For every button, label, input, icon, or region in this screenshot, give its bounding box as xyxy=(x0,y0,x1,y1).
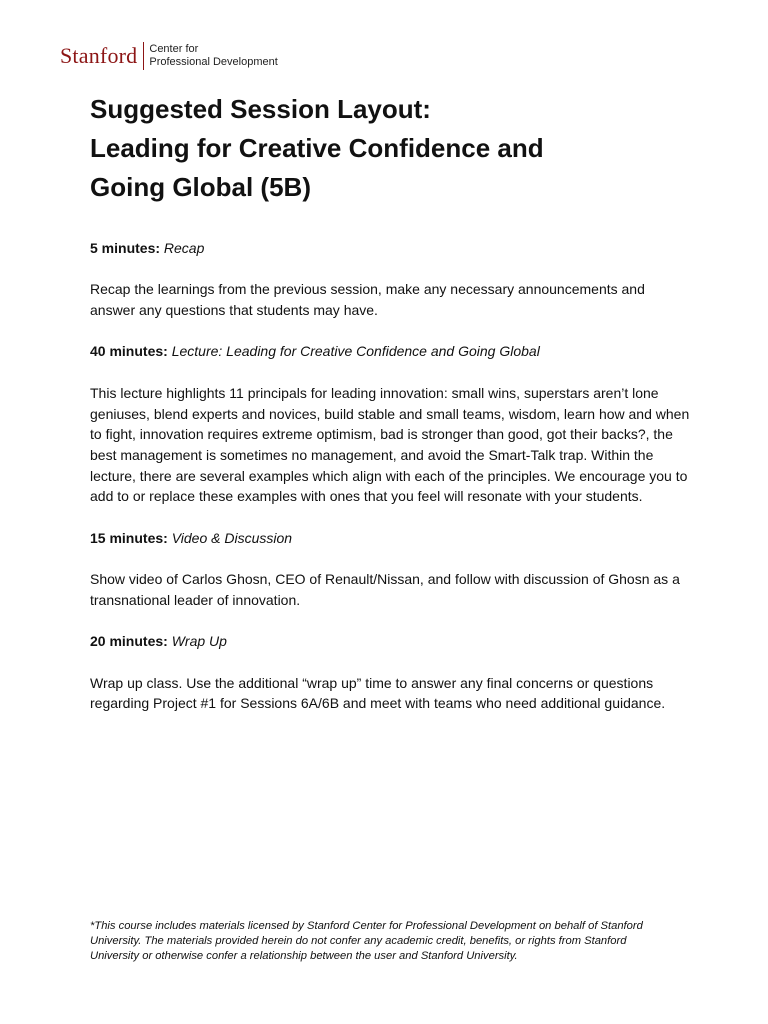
segment-time: 40 minutes: xyxy=(90,343,168,360)
title-line-3: Going Global (5B) xyxy=(90,172,311,202)
segment-time: 20 minutes: xyxy=(90,633,168,650)
stanford-cpd-logo xyxy=(60,40,278,72)
title-line-2: Leading for Creative Confidence and xyxy=(90,133,544,163)
segment-body-recap: Recap the learnings from the previous session, make any necessary announcements and answer any questions that students may have. xyxy=(90,281,645,319)
logo-subtitle xyxy=(149,43,277,69)
segment-topic: Video & Discussion xyxy=(171,529,293,546)
document-title xyxy=(90,90,730,207)
logo-wordmark: Stanford xyxy=(60,43,138,68)
session-segments xyxy=(90,238,690,735)
segment-heading-video xyxy=(90,528,690,549)
segment-heading-recap xyxy=(90,238,690,259)
segment-time: 5 minutes: xyxy=(90,240,161,256)
title-line-1: Suggested Session Layout: xyxy=(90,94,431,124)
segment-heading-lecture xyxy=(90,341,690,362)
logo-subtitle-line-2: Professional Development xyxy=(149,56,278,68)
segment-heading-wrap-up xyxy=(90,631,690,652)
segment-body-wrap-up: Wrap up class. Use the additional “wrap up” time to answer any final concerns or questions regarding Project #1 for Sessions 6A/6B and meet with teams who need additional guidance. xyxy=(90,674,666,712)
segment-body-lecture: This lecture highlights 11 principals for leading innovation: small wins, superstars aren’t lone geniuses, blend experts and novices, build stable and small teams, wisdom, learn how and when to fight, innovation requires extreme optimism, bad is stronger than good, got their backs?, the best management is sometimes no management, and avoid the Smart-Talk trap. Within the lecture, there are several examples which align with each of the principles. We encourage you to add to or replace these examples with ones that you feel will resonate with your students. xyxy=(90,384,690,505)
logo-divider xyxy=(143,42,144,70)
segment-topic: Wrap Up xyxy=(171,633,227,650)
logo-subtitle-line-1: Center for xyxy=(149,43,199,55)
segment-topic: Lecture: Leading for Creative Confidence and Going Global xyxy=(171,343,540,360)
license-footnote: *This course includes materials licensed by Stanford Center for Professional Development on behalf of Stanford University. The materials provided herein do not confer any academic credit, benefits, or rights from Stanford University or otherwise confer a relationship between the user and Stanford University. xyxy=(90,920,643,962)
segment-time: 15 minutes: xyxy=(90,529,168,546)
segment-topic: Recap xyxy=(163,240,205,256)
segment-body-video: Show video of Carlos Ghosn, CEO of Renault/Nissan, and follow with discussion of Ghosn as a transnational leader of innovation. xyxy=(90,571,680,608)
